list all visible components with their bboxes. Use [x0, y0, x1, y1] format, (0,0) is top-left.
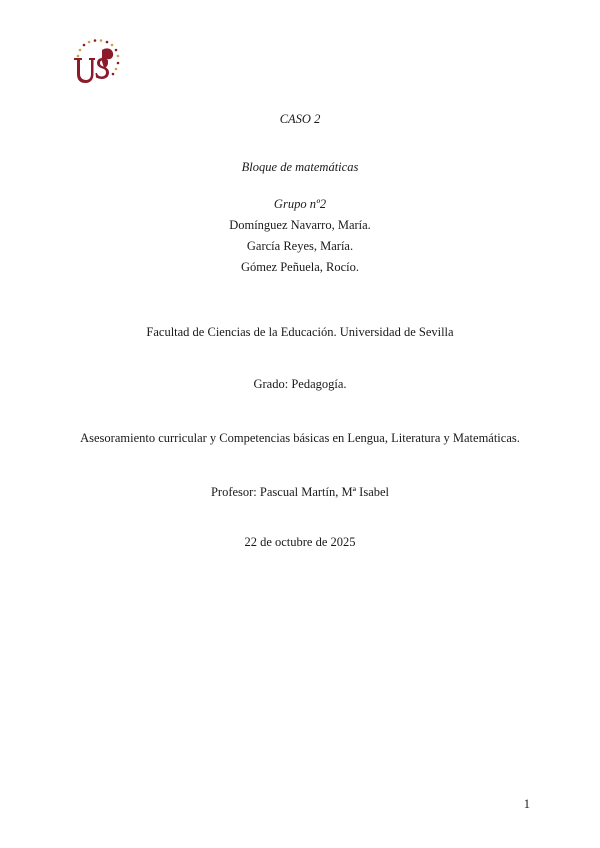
group-label: Grupo nº2	[273, 197, 327, 211]
university-logo	[70, 36, 126, 86]
case-title: CASO 2	[279, 112, 321, 126]
course-line: Asesoramiento curricular y Competencias básicas en Lengua, Literatura y Matemáticas.	[80, 431, 520, 445]
group-member: Gómez Peñuela, Rocío.	[240, 260, 360, 274]
logo-letter-u	[74, 58, 95, 83]
page-number: 1	[523, 797, 530, 811]
faculty-line: Facultad de Ciencias de la Educación. Universidad de Sevilla	[146, 325, 454, 339]
logo-ring-dots	[77, 39, 120, 75]
group-member: García Reyes, María.	[246, 239, 354, 253]
professor-line: Profesor: Pascual Martín, Mª Isabel	[210, 485, 390, 499]
date-line: 22 de octubre de 2025	[244, 535, 356, 549]
block-subtitle: Bloque de matemáticas	[241, 160, 359, 174]
degree-line: Grado: Pedagogía.	[253, 377, 347, 391]
group-member: Domínguez Navarro, María.	[229, 218, 371, 232]
